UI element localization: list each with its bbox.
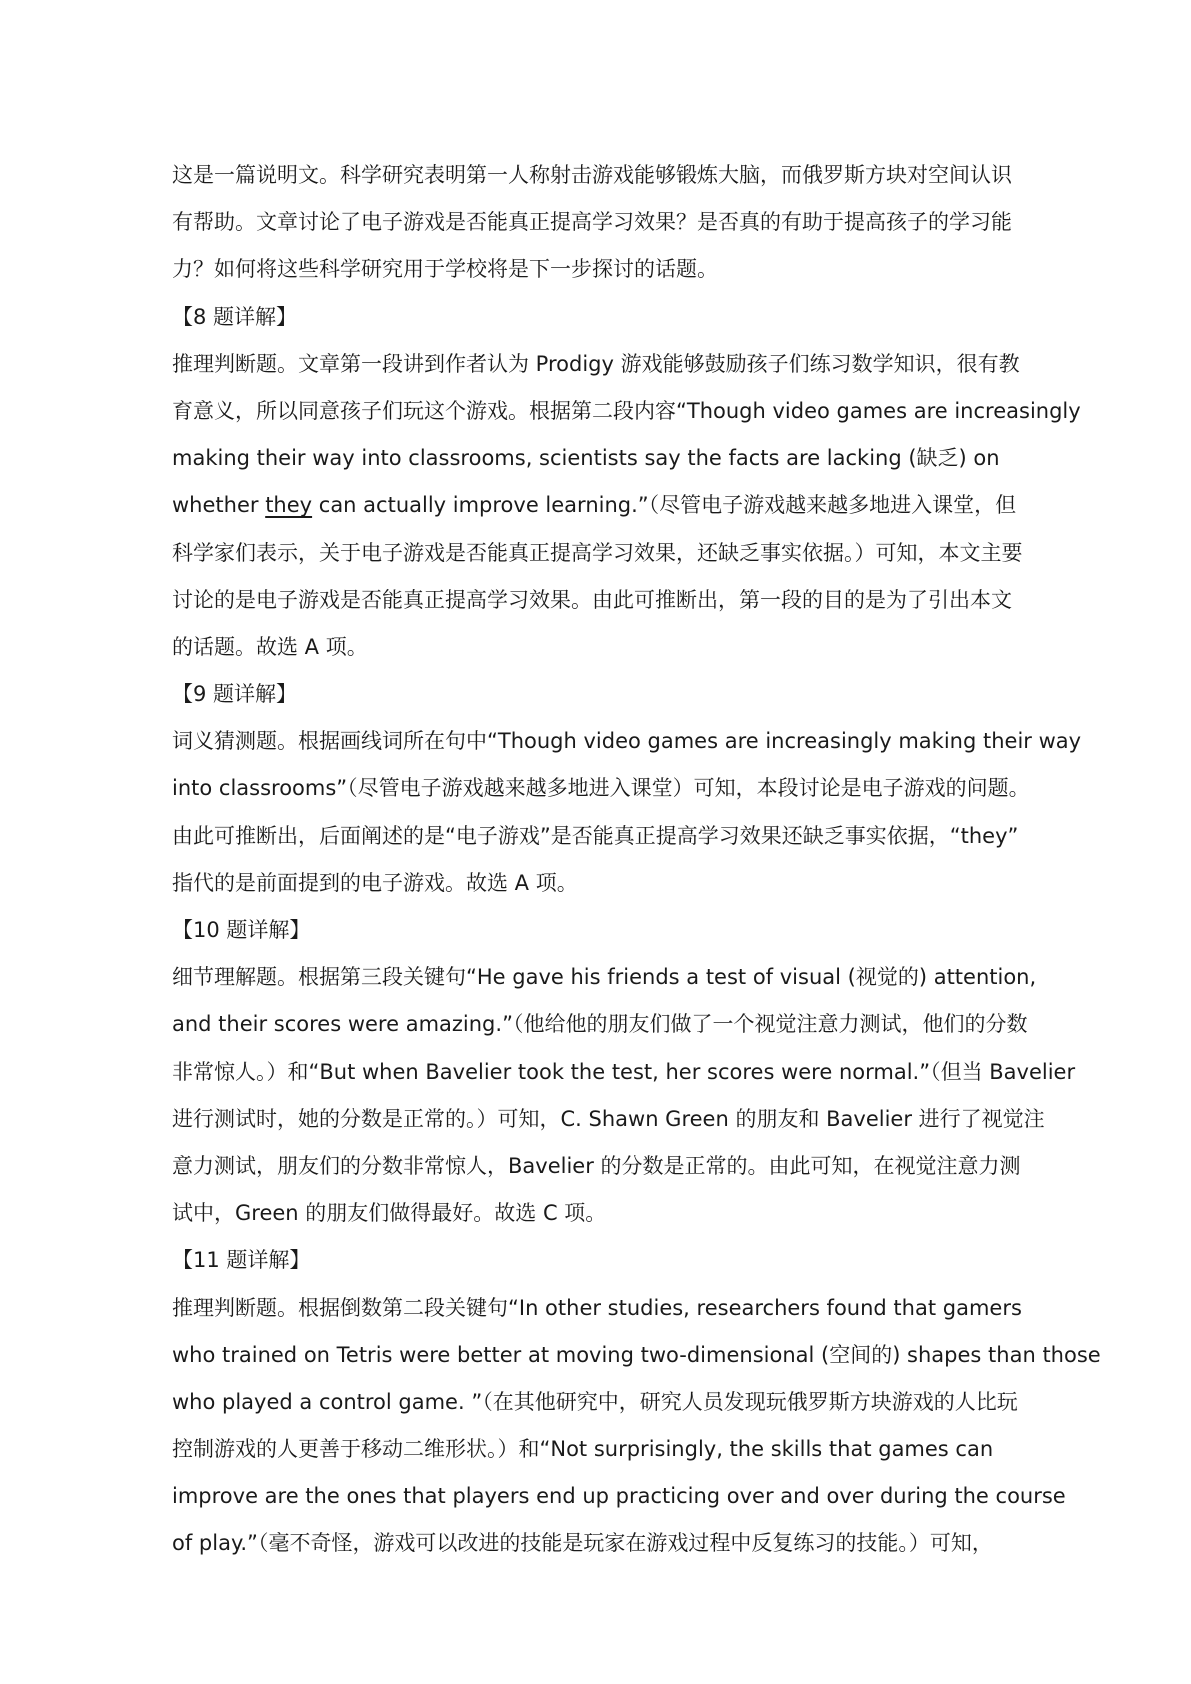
- q10-line: 意力测试，朋友们的分数非常惊人，Bavelier 的分数是正常的。由此可知，在视觉注意力测: [172, 1153, 1021, 1178]
- q8-line: 育意义，所以同意孩子们玩这个游戏。根据第二段内容“Though video games are increasingly: [172, 398, 1081, 423]
- q11-line: who played a control game. ”（在其他研究中，研究人员发现玩俄罗斯方块游戏的人比玩: [172, 1389, 1018, 1414]
- q9-line: into classrooms”（尽管电子游戏越来越多地进入课堂）可知，本段讨论是电子游戏的问题。: [172, 776, 1030, 801]
- q8-line: 的话题。故选 A 项。: [172, 634, 368, 659]
- q10-line: 非常惊人。）和“But when Bavelier took the test, her scores were normal.”（但当 Bavelier: [172, 1059, 1076, 1084]
- q11-line: improve are the ones that players end up practicing over and over during the course: [172, 1484, 1066, 1509]
- q9-heading: 【9 题详解】: [172, 682, 298, 707]
- summary-line: 这是一篇说明文。科学研究表明第一人称射击游戏能够锻炼大脑，而俄罗斯方块对空间认识: [172, 163, 1012, 187]
- q8-line: 科学家们表示，关于电子游戏是否能真正提高学习效果，还缺乏事实依据。）可知，本文主要: [172, 540, 1023, 565]
- q11-line: 控制游戏的人更善于移动二维形状。）和“Not surprisingly, the skills that games can: [172, 1437, 994, 1462]
- q11-line: of play.”（毫不奇怪，游戏可以改进的技能是玩家在游戏过程中反复练习的技能。）可知，: [172, 1531, 993, 1556]
- q8-line: 讨论的是电子游戏是否能真正提高学习效果。由此可推断出，第一段的目的是为了引出本文: [172, 587, 1012, 612]
- answer-explanations: [172, 152, 1101, 1568]
- q10-line: and their scores were amazing.”（他给他的朋友们做了一个视觉注意力测试，他们的分数: [172, 1012, 1028, 1037]
- q8-line: making their way into classrooms, scientists say the facts are lacking (缺乏) on: [172, 446, 1000, 471]
- q8-line-text: whether: [172, 493, 266, 518]
- summary-line: 有帮助。文章讨论了电子游戏是否能真正提高学习效果？是否真的有助于提高孩子的学习能: [172, 210, 1012, 235]
- summary-line: 力？如何将这些科学研究用于学校将是下一步探讨的话题。: [172, 257, 718, 282]
- q11-line: 推理判断题。根据倒数第二段关键句“In other studies, researchers found that gamers: [172, 1295, 1022, 1320]
- q8-line-with-underline: [172, 482, 1027, 529]
- q10-line: 细节理解题。根据第三段关键句“He gave his friends a test of visual (视觉的) attention,: [172, 965, 1037, 990]
- q8-line: 推理判断题。文章第一段讲到作者认为 Prodigy 游戏能够鼓励孩子们练习数学知识，很有教: [172, 351, 1020, 376]
- q11-line: who trained on Tetris were better at moving two-dimensional (空间的) shapes than those: [172, 1342, 1101, 1367]
- q9-line: 指代的是前面提到的电子游戏。故选 A 项。: [172, 870, 578, 895]
- q8-heading: 【8 题详解】: [172, 304, 298, 329]
- underlined-word: they: [265, 493, 313, 518]
- q10-heading: 【10 题详解】: [172, 918, 311, 942]
- q9-line: 由此可推断出，后面阐述的是“电子游戏”是否能真正提高学习效果还缺乏事实依据，“they”: [172, 823, 1019, 848]
- q10-line: 试中，Green 的朋友们做得最好。故选 C 项。: [172, 1201, 607, 1226]
- q10-line: 进行测试时，她的分数是正常的。）可知，C. Shawn Green 的朋友和 Bavelier 进行了视觉注: [172, 1106, 1045, 1131]
- q9-line: 词义猜测题。根据画线词所在句中“Though video games are increasingly making their way: [172, 729, 1082, 754]
- q11-heading: 【11 题详解】: [172, 1248, 311, 1273]
- q8-line-text: can actually improve learning.”（尽管电子游戏越来越多地进入课堂，但: [312, 493, 1017, 518]
